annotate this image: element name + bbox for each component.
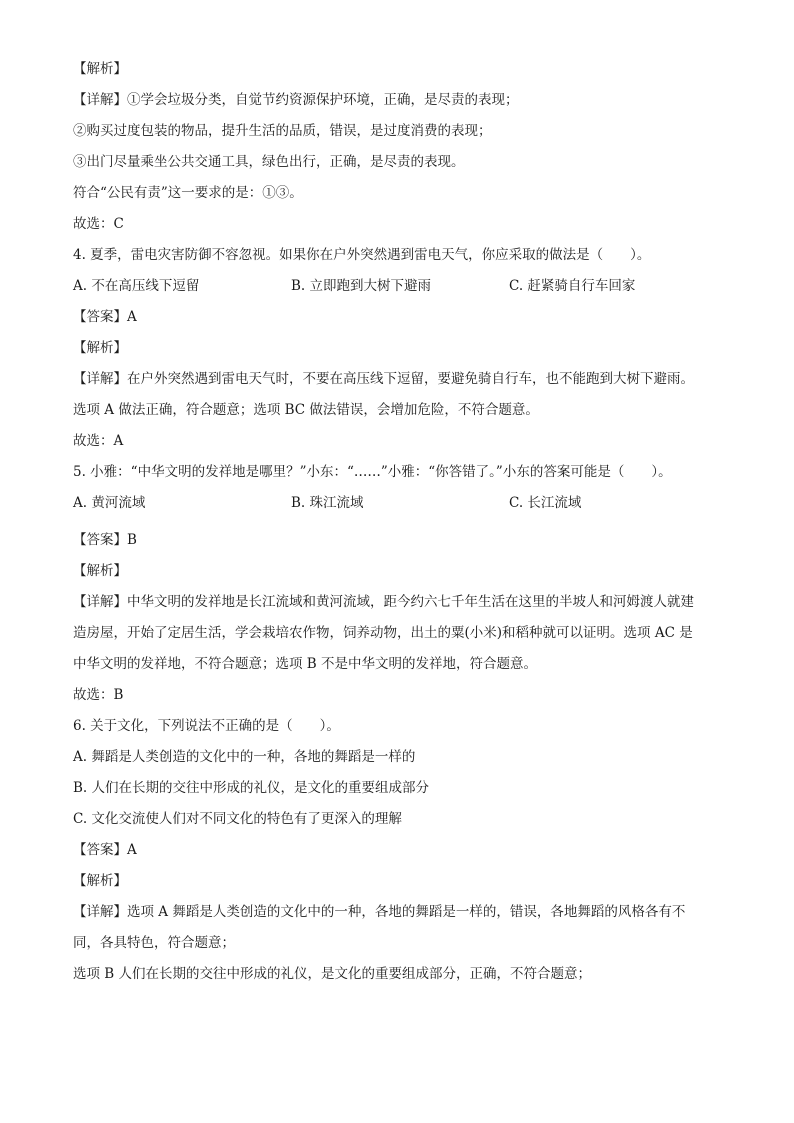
option-c: C. 赶紧骑自行车回家: [509, 278, 636, 294]
detail-text: 【详解】中华文明的发祥地是长江流域和黄河流域，距今约六七千年生活在这里的半坡人和河姆渡人就建: [73, 594, 694, 610]
detail-text: ③出门尽量乘坐公共交通工具，绿色出行，正确，是尽责的表现。: [73, 154, 465, 170]
answer-text: 【答案】A: [73, 309, 137, 325]
analysis-heading: 【解析】: [73, 61, 127, 77]
detail-text: 符合“公民有责”这一要求的是：①③。: [73, 185, 303, 201]
option-b: B. 立即跑到大树下避雨: [291, 278, 432, 294]
detail-text: 造房屋，开始了定居生活，学会栽培农作物，饲养动物，出土的粟(小米)和稻种就可以证明。选项 AC 是: [73, 625, 693, 641]
question-5: 5. 小雅：“中华文明的发祥地是哪里？”小东：“……”小雅：“你答错了。”小东的答案可能是（ ）。: [73, 464, 672, 480]
option-b: B. 珠江流域: [291, 495, 364, 511]
document-page: [73, 62, 733, 998]
question-4: 4. 夏季，雷电灾害防御不容忽视。如果你在户外突然遇到雷电天气，你应采取的做法是（ ）。: [73, 247, 651, 263]
detail-text: 中华文明的发祥地，不符合题意；选项 B 不是中华文明的发祥地，符合题意。: [73, 656, 538, 672]
option-a: A. 黄河流域: [73, 495, 146, 511]
question-5-options: [73, 496, 733, 511]
option-a: A. 舞蹈是人类创造的文化中的一种，各地的舞蹈是一样的: [73, 749, 416, 765]
analysis-heading: 【解析】: [73, 340, 127, 356]
detail-text: 【详解】选项 A 舞蹈是人类创造的文化中的一种，各地的舞蹈是一样的，错误，各地舞蹈的风格各有不: [73, 904, 686, 920]
option-c: C. 长江流域: [509, 495, 582, 511]
choice-text: 故选：A: [73, 433, 124, 449]
answer-text: 【答案】A: [73, 842, 137, 858]
detail-text: 选项 B 人们在长期的交往中形成的礼仪，是文化的重要组成部分，正确，不符合题意；: [73, 966, 592, 982]
analysis-heading: 【解析】: [73, 873, 127, 889]
detail-text: 同，各具特色，符合题意；: [73, 935, 235, 951]
detail-text: ②购买过度包装的物品，提升生活的品质，错误，是过度消费的表现；: [73, 123, 492, 139]
option-b: B. 人们在长期的交往中形成的礼仪，是文化的重要组成部分: [73, 780, 430, 796]
question-4-options: [73, 279, 733, 294]
detail-text: 选项 A 做法正确，符合题意；选项 BC 做法错误，会增加危险，不符合题意。: [73, 402, 539, 418]
option-c: C. 文化交流使人们对不同文化的特色有了更深入的理解: [73, 811, 402, 827]
option-a: A. 不在高压线下逗留: [73, 278, 200, 294]
detail-text: 【详解】在户外突然遇到雷电天气时，不要在高压线下逗留，要避免骑自行车，也不能跑到大树下避雨。: [73, 371, 694, 387]
detail-text: 【详解】①学会垃圾分类，自觉节约资源保护环境，正确，是尽责的表现；: [73, 92, 519, 108]
choice-text: 故选：B: [73, 687, 124, 703]
question-6: 6. 关于文化，下列说法不正确的是（ ）。: [73, 718, 340, 734]
analysis-heading: 【解析】: [73, 563, 127, 579]
choice-text: 故选：C: [73, 216, 124, 232]
answer-text: 【答案】B: [73, 532, 137, 548]
